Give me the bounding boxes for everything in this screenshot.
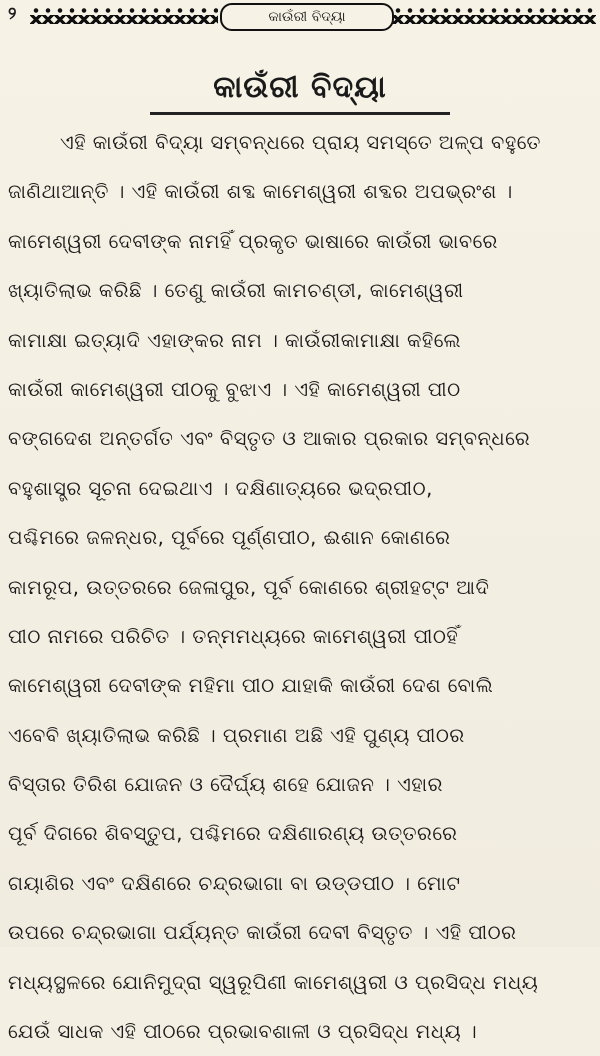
text-line: ବଙ୍ଗଦେଶ ଅନ୍ତର୍ଗତ ଏବଂ ବିସ୍ତୃତ ଓ ଆକାର ପ୍ରକାର ସମ୍ବନ୍ଧରେ <box>8 427 531 451</box>
text-line: ପୂର୍ବ ଦିଗରେ ଶିବସ୍ତୁପ, ପଶ୍ଚିମରେ ଦକ୍ଷିଣାରଣ୍ୟ ଉତ୍ତରରେ <box>8 822 458 846</box>
text-line: ବହୁଶାସ୍ତ୍ର ସୂଚନା ଦେଇଥାଏ । ଦକ୍ଷିଣାତ୍ୟରେ ଭଦ୍ରପୀଠ, <box>8 476 433 500</box>
text-line: ଗୟାଶିର ଏବଂ ଦକ୍ଷିଣରେ ଚନ୍ଦ୍ରଭାଗା ବା ଉଡ୍ଡପୀଠ । ମୋଟ <box>8 871 461 895</box>
text-line: ଉପରେ ଚନ୍ଦ୍ରଭାଗା ପର୍ଯ୍ୟନ୍ତ କାଉଁରୀ ଦେବୀ ବିସ୍ତୃତ । ଏହି ପୀଠର <box>8 921 517 945</box>
text-line: ଖ୍ୟାତିଲାଭ କରିଛି । ତେଣୁ କାଉଁରୀ କାମଚଣ୍ଡୀ, କାମେଶ୍ୱରୀ <box>8 279 464 303</box>
text-line: କାମାକ୍ଷା ଇତ୍ୟାଦି ଏହାଙ୍କର ନାମ । କାଉଁରୀକାମାକ୍ଷା କହିଲେ <box>8 328 461 352</box>
text-line: ପଶ୍ଚିମରେ ଜଳନ୍ଧର, ପୂର୍ବରେ ପୂର୍ଣ୍ଣପୀଠ, ଈଶାନ କୋଣରେ <box>8 526 451 550</box>
page-header <box>0 0 600 34</box>
text-line: ଏବେବି ଖ୍ୟାତିଲାଭ କରିଛି । ପ୍ରମାଣ ଅଛି ଏହି ପୁଣ୍ୟ ପୀଠର <box>8 723 465 747</box>
text-line: ପୀଠ ନାମରେ ପରିଚିତ । ତନ୍ମମଧ୍ୟରେ କାମେଶ୍ୱରୀ ପୀଠହିଁ <box>8 624 459 648</box>
text-line: ବିସ୍ତାର ତିରିଶ ଯୋଜନ ଓ ଦୈର୍ଘ୍ୟ ଶହେ ଯୋଜନ । ଏହାର <box>8 773 443 797</box>
header-ornament-right <box>392 6 596 24</box>
title-underline <box>150 112 450 115</box>
chapter-title: କାଉଁରୀ ବିଦ୍ୟା <box>213 70 387 105</box>
text-line: ମଧ୍ୟସ୍ଥଳରେ ଯୋନିମୁଦ୍ରା ସ୍ୱରୂପିଣୀ କାମେଶ୍ୱରୀ ଓ ପ୍ରସିଦ୍ଧ ମଧ୍ୟ <box>8 970 539 994</box>
page-number: ୨ <box>8 4 17 24</box>
text-line: କାମେଶ୍ୱରୀ ଦେବୀଙ୍କ ମହିମା ପୀଠ ଯାହାକି କାଉଁରୀ ଦେଶ ବୋଲି <box>8 674 494 698</box>
text-line: କାମରୂପ, ଉତ୍ତରରେ ଜେଳାପୁର, ପୂର୍ବ କୋଣରେ ଶ୍ରୀହଟ୍ଟ ଆଦି <box>8 575 490 599</box>
header-ornament-left <box>30 6 218 24</box>
text-line: ଏହି କାଉଁରୀ ବିଦ୍ୟା ସମ୍ବନ୍ଧରେ ପ୍ରାୟ ସମସ୍ତେ ଅଳ୍ପ ବହୁତେ <box>60 131 541 154</box>
text-line: ଜାଣିଥାଆନ୍ତି । ଏହି କାଉଁରୀ ଶବ୍ଦ କାମେଶ୍ୱରୀ ଶବ୍ଦର ଅପଭ୍ରଂଶ । <box>8 180 513 204</box>
text-line: ଯେଉଁ ସାଧକ ଏହି ପୀଠରେ ପ୍ରଭାବଶାଳୀ ଓ ପ୍ରସିଦ୍ଧ ମଧ୍ୟ । <box>8 1020 478 1044</box>
text-line: କାମେଶ୍ୱରୀ ଦେବୀଙ୍କ ନାମହିଁ ପ୍ରକୃତ ଭାଷାରେ କାଉଁରୀ ଭାବରେ <box>8 229 498 253</box>
body-text <box>8 118 596 1056</box>
text-line: କାଉଁରୀ କାମେଶ୍ୱରୀ ପୀଠକୁ ବୁଝାଏ । ଏହି କାମେଶ୍ୱରୀ ପୀଠ <box>8 377 461 401</box>
running-title: କାଉଁରୀ ବିଦ୍ୟା <box>220 3 394 31</box>
